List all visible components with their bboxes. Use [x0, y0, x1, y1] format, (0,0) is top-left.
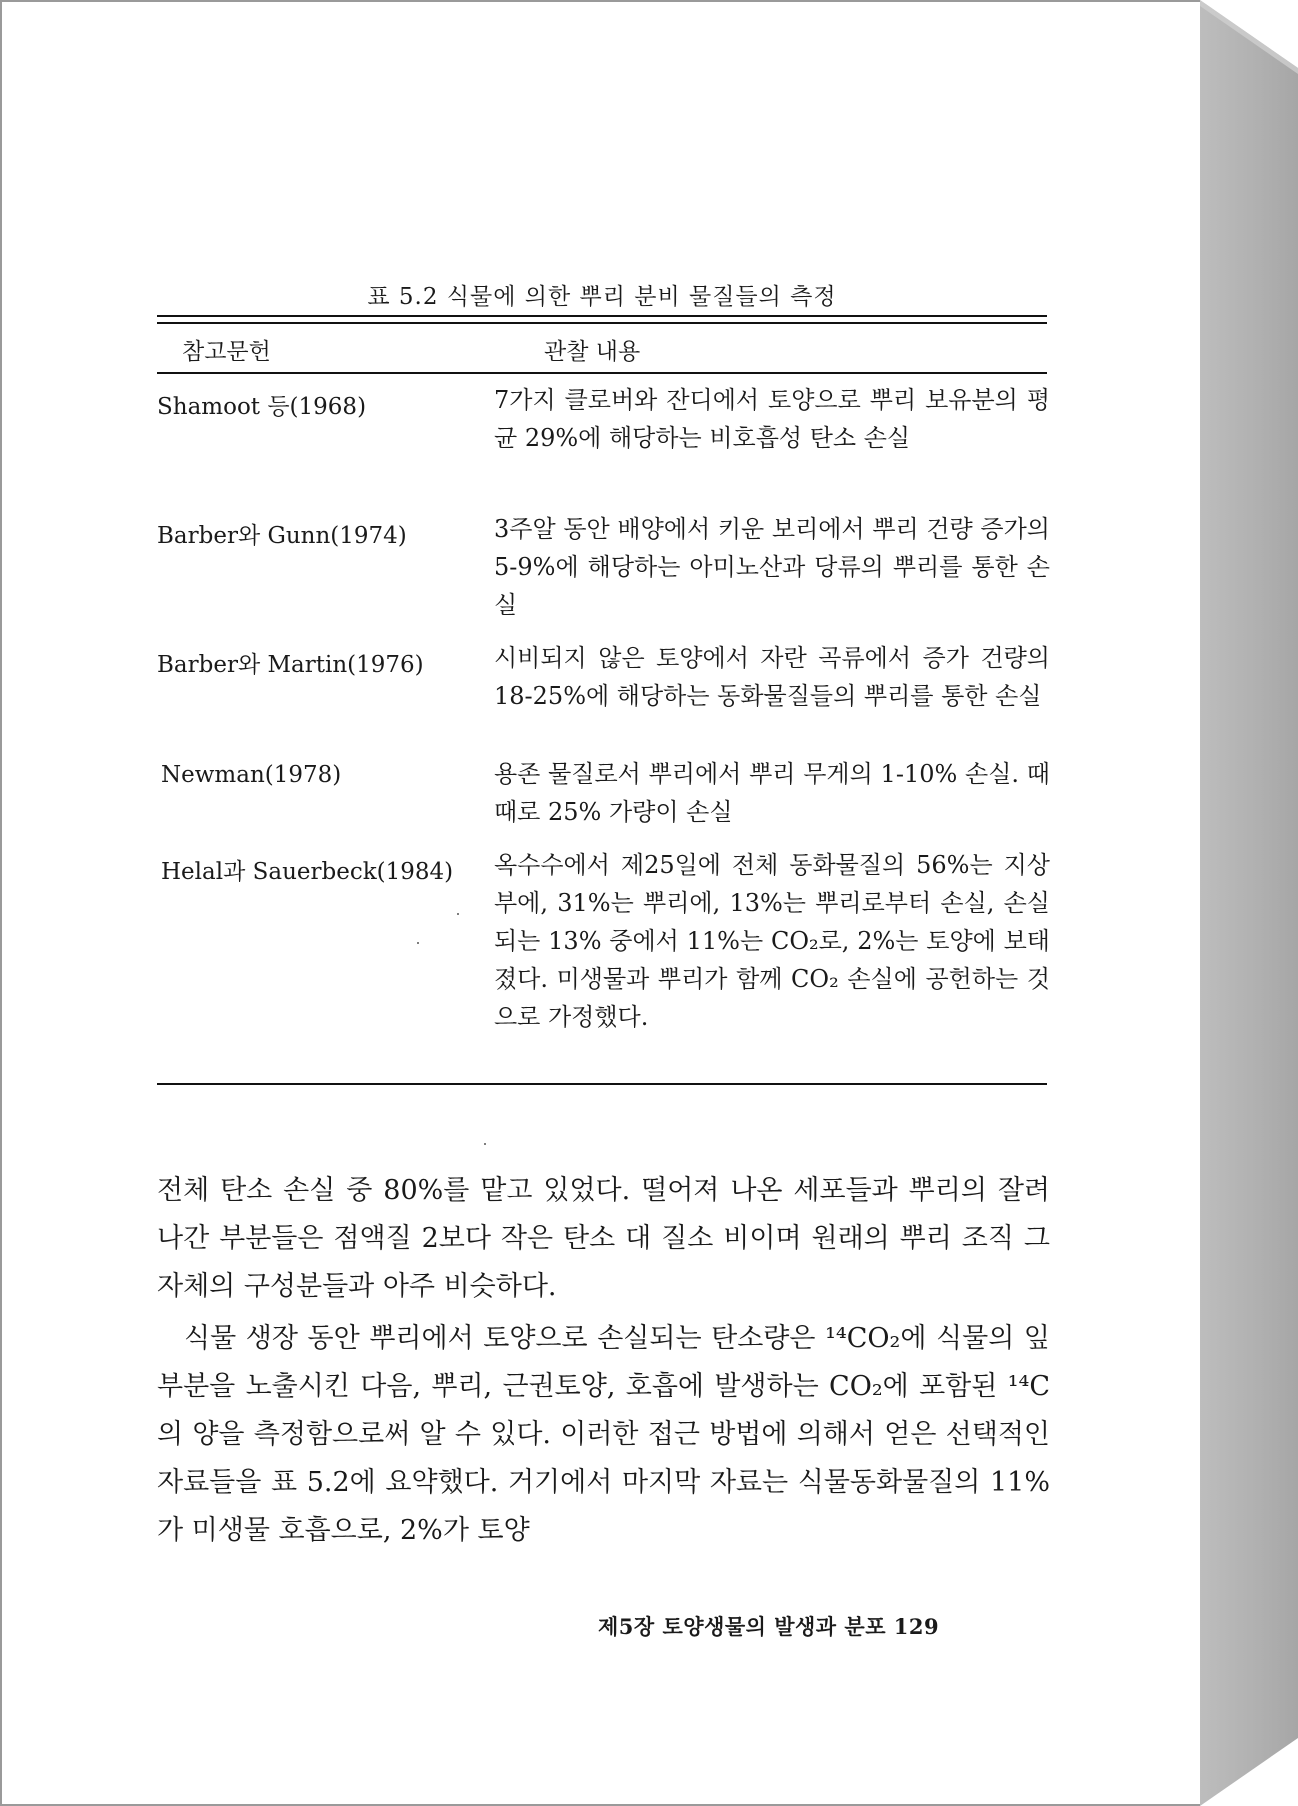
table-row-obs: 시비되지 않은 토양에서 자란 곡류에서 증가 건량의 18-25%에 해당하는 동화물질들의 뿌리를 통한 손실 — [494, 644, 1050, 710]
page-footer: 제5장 토양생물의 발생과 분포 129 — [598, 1614, 940, 1639]
table-row-obs: 7가지 클로버와 잔디에서 토양으로 뿌리 보유분의 평균 29%에 해당하는 비호흡성 탄소 손실 — [494, 386, 1050, 452]
body-paragraph: 식물 생장 동안 뿌리에서 토양으로 손실되는 탄소량은 ¹⁴CO₂에 식물의 잎 부분을 노출시킨 다음, 뿌리, 근권토양, 호흡에 발생하는 CO₂에 포함된 ¹⁴C의 양을 측정함으로써 알 수 있다. 이러한 접근 방법에 의해서 얻은 선택적인 자료들을 표 5.2에 요약했다. 거기에서 마지막 자료는 식물동화물질의 11%가 미생물 호흡으로, 2%가 토양 — [157, 1323, 1050, 1546]
table-row-obs: 3주알 동안 배양에서 키운 보리에서 뿌리 건량 증가의 5-9%에 해당하는 아미노산과 당류의 뿌리를 통한 손실 — [494, 515, 1050, 619]
table-row-obs: 용존 물질로서 뿌리에서 뿌리 무게의 1-10% 손실. 때때로 25% 가량이 손실 — [494, 760, 1050, 826]
table-header-obs: 관찰 내용 — [544, 339, 641, 365]
table-row-obs: 옥수수에서 제25일에 전체 동화물질의 56%는 지상부에, 31%는 뿌리에, 13%는 뿌리로부터 손실, 손실되는 13% 중에서 11%는 CO₂로, 2%는 토양에 보태졌다. 미생물과 뿌리가 함께 CO₂ 손실에 공헌하는 것으로 가정했다. — [494, 851, 1050, 1031]
print-speck — [484, 1143, 486, 1145]
table-row-ref: Newman(1978) — [161, 762, 342, 788]
table-row-ref: Shamoot 등(1968) — [157, 394, 367, 420]
table-bottom-rule — [157, 1083, 1047, 1085]
table-row-ref: Barber와 Gunn(1974) — [157, 523, 407, 549]
print-speck — [457, 913, 459, 915]
table-row-ref: Helal과 Sauerbeck(1984) — [161, 859, 454, 885]
table-header-rule — [157, 372, 1047, 374]
table-row-ref: Barber와 Martin(1976) — [157, 652, 424, 678]
table-header-ref: 참고문헌 — [182, 339, 271, 365]
book-edge — [1200, 0, 1298, 1806]
table-caption: 표 5.2 식물에 의한 뿌리 분비 물질들의 측정 — [367, 284, 837, 310]
print-speck — [417, 942, 419, 944]
body-paragraph: 전체 탄소 손실 중 80%를 맡고 있었다. 떨어져 나온 세포들과 뿌리의 잘려나간 부분들은 점액질 2보다 작은 탄소 대 질소 비이며 원래의 뿌리 조직 그 자체의 구성분들과 아주 비슷하다. — [157, 1175, 1050, 1302]
table-top-rule — [157, 315, 1047, 317]
table-top-rule-double — [157, 322, 1047, 324]
